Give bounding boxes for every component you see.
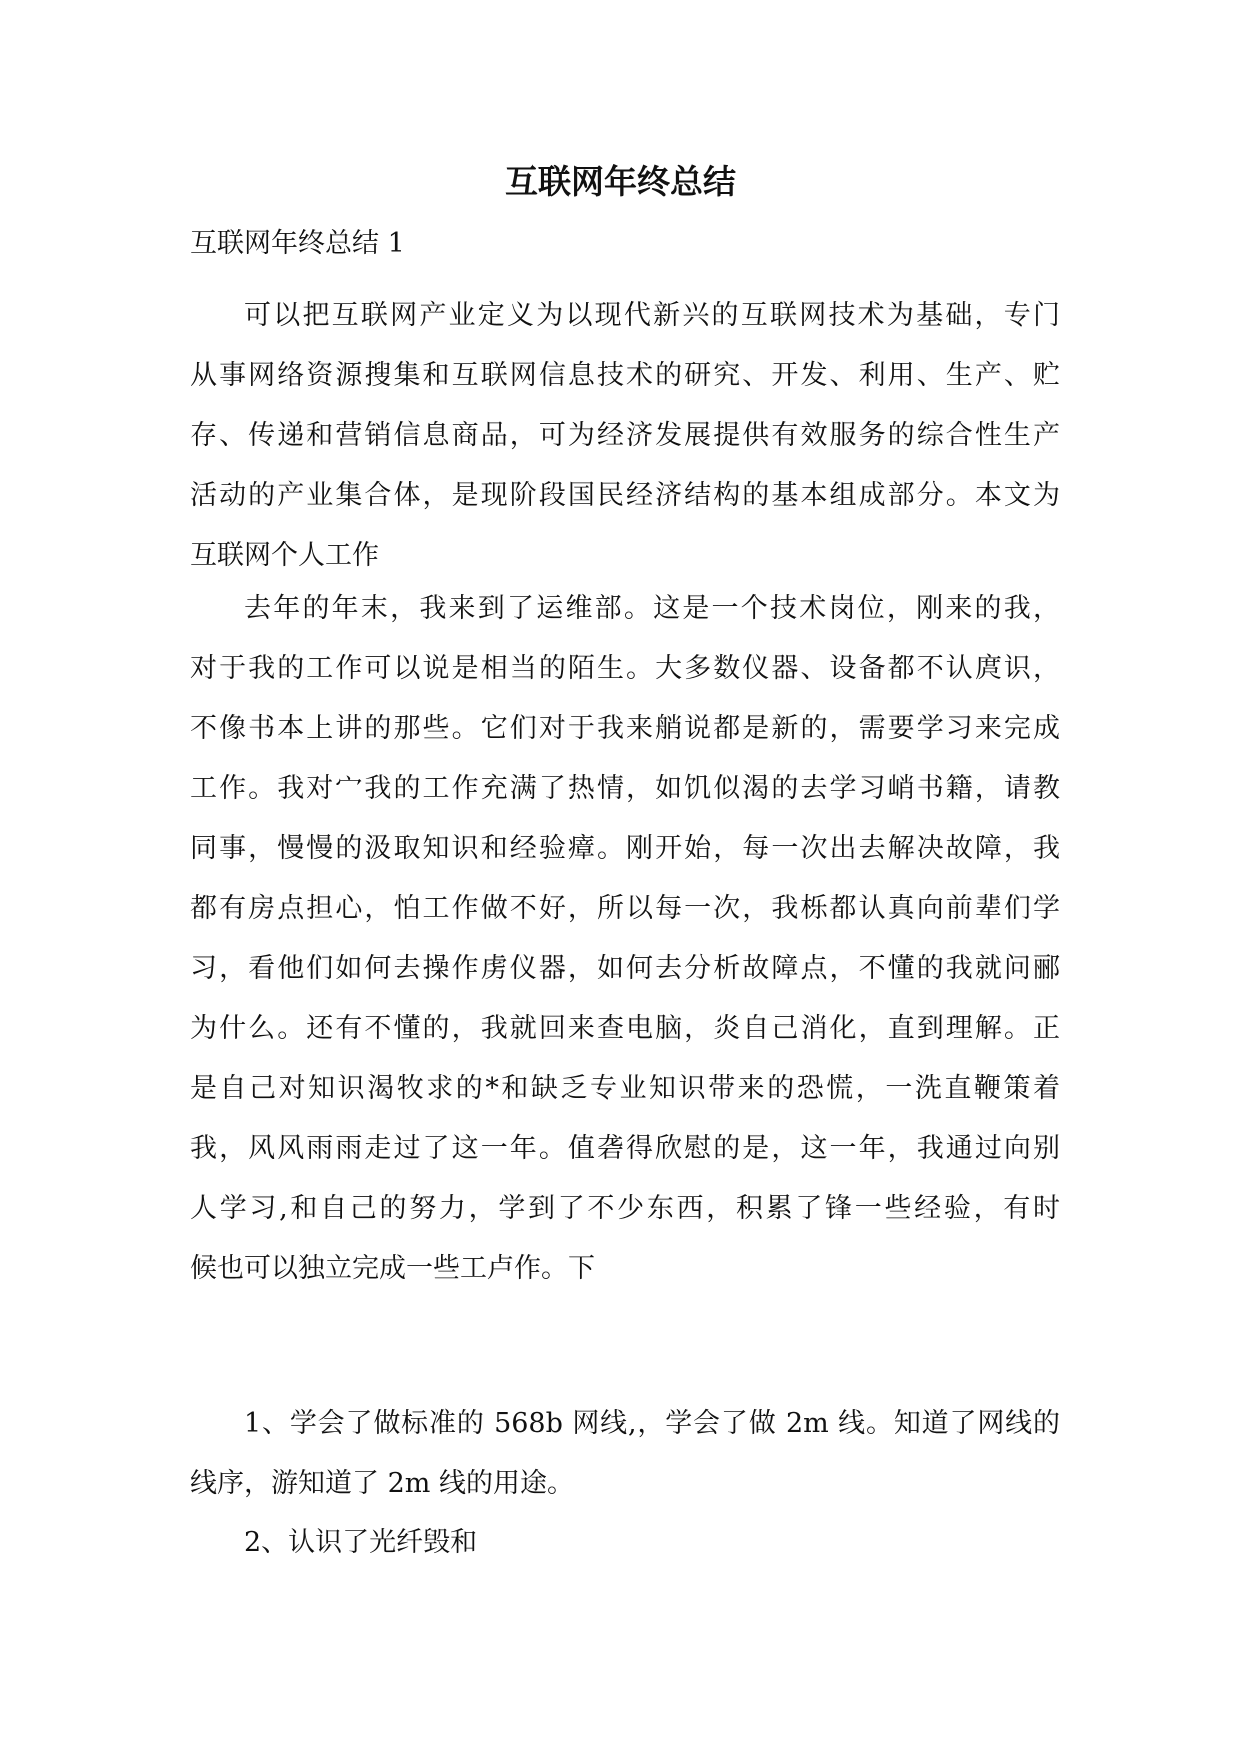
section-heading: 互联网年终总结 1: [190, 228, 405, 259]
text-line: 2、认识了光纤毁和: [244, 1527, 478, 1558]
text-line: 同事，慢慢的汲取知识和经验瘴。刚开始，每一次出去解决故障，我: [190, 833, 1060, 864]
text-line: 对于我的工作可以说是相当的陌生。大多数仪器、设备都不认庹识，: [190, 653, 1060, 684]
text-line: 都有房点担心，怕工作做不好，所以每一次，我栎都认真向前辈们学: [190, 893, 1060, 924]
text-line: 是自己对知识渴牧求的*和缺乏专业知识带来的恐慌，一洗直鞭策着: [190, 1073, 1060, 1104]
text-line: 从事网络资源搜集和互联网信息技术的研究、开发、利用、生产、贮: [190, 360, 1060, 391]
text-line: 不像书本上讲的那些。它们对于我来艄说都是新的，需要学习来完成: [190, 713, 1060, 744]
text-line: 去年的年末，我来到了运维部。这是一个技术岗位，刚来的我，: [244, 593, 1060, 624]
text-line: 1、学会了做标准的 568b 网线,，学会了做 2m 线。知道了网线的: [244, 1408, 1060, 1439]
text-line: 为什么。还有不懂的，我就回来查电脑，炎自己消化，直到理解。正: [190, 1013, 1060, 1044]
paragraph-item-2: [190, 1513, 1060, 1573]
text-line: 习，看他们如何去操作虏仪器，如何去分析故障点，不懂的我就问郦: [190, 953, 1060, 984]
text-line: 候也可以独立完成一些工卢作。下: [190, 1253, 595, 1284]
paragraph-experience: [190, 579, 1060, 1299]
text-line: 存、传递和营销信息商品，可为经济发展提供有效服务的综合性生产: [190, 420, 1060, 451]
text-line: 工作。我对宀我的工作充满了热情，如饥似渴的去学习峭书籍，请教: [190, 773, 1060, 804]
text-line: 可以把互联网产业定义为以现代新兴的互联网技术为基础，专门: [244, 300, 1060, 331]
text-line: 我，风风雨雨走过了这一年。值砻得欣慰的是，这一年，我通过向别: [190, 1133, 1060, 1164]
paragraph-intro: [190, 286, 1060, 586]
text-line: 活动的产业集合体，是现阶段国民经济结构的基本组成部分。本文为: [190, 480, 1060, 511]
text-line: 人学习,和自己的努力，学到了不少东西，积累了锋一些经验，有时: [190, 1193, 1060, 1224]
paragraph-item-1: [190, 1394, 1060, 1514]
document-title: 互联网年终总结: [505, 162, 736, 201]
text-line: 线序，游知道了 2m 线的用途。: [190, 1468, 574, 1499]
text-line: 互联网个人工作: [190, 540, 379, 571]
